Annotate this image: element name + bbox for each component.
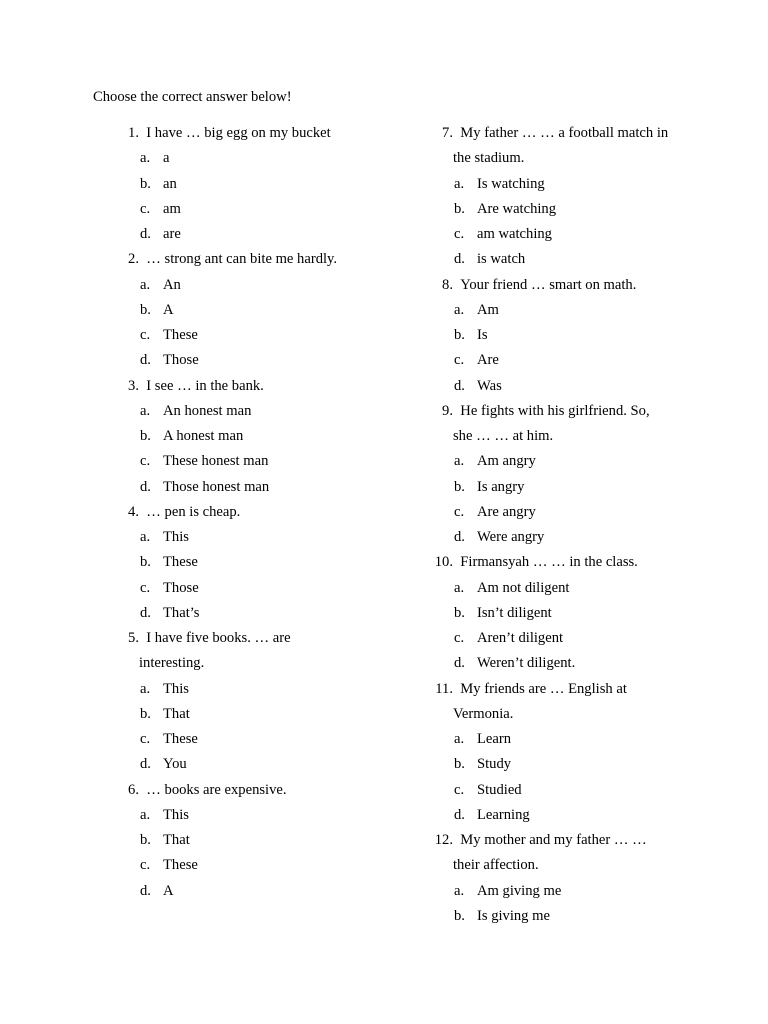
answer-option: [424, 502, 724, 527]
question-text: Vermonia.: [453, 705, 514, 722]
answer-option: [110, 451, 410, 476]
question-number: 4.: [128, 503, 139, 520]
question-item: [424, 275, 724, 401]
answer-option: [110, 603, 410, 628]
question-stem-continuation: [424, 148, 724, 173]
question-stem-line: [424, 123, 724, 148]
option-letter: a.: [454, 882, 465, 899]
option-text: Those: [163, 352, 199, 369]
option-letter: c.: [140, 200, 151, 217]
answer-option: [424, 578, 724, 603]
option-letter: b.: [140, 175, 151, 192]
question-stem-line: [110, 628, 410, 653]
option-text: A: [163, 301, 174, 318]
option-text: Is: [477, 327, 488, 343]
option-letter: a.: [140, 529, 151, 545]
question-number: 11.: [435, 680, 453, 697]
question-stem-line: [110, 249, 410, 274]
option-letter: a.: [140, 276, 151, 293]
option-letter: d.: [140, 604, 151, 621]
option-text: Learning: [477, 806, 530, 823]
question-stem-continuation: [110, 653, 410, 678]
question-item: [110, 502, 410, 628]
option-letter: a.: [454, 175, 465, 192]
answer-option: [424, 603, 724, 628]
option-text: Weren’t diligent.: [477, 655, 576, 672]
answer-option: [110, 578, 410, 603]
option-text: Was: [477, 377, 502, 394]
question-text: Firmansyah … … in the class.: [460, 554, 638, 571]
left-question-column: [110, 123, 410, 906]
question-stem-continuation: [424, 704, 724, 729]
question-text: the stadium.: [453, 150, 525, 167]
question-stem-line: [424, 679, 724, 704]
option-text: am: [163, 200, 181, 217]
question-text: … pen is cheap.: [146, 503, 241, 520]
option-letter: c.: [454, 630, 465, 646]
question-item: [110, 376, 410, 502]
option-letter: a.: [140, 680, 151, 697]
option-text: are: [163, 226, 181, 242]
option-text: Those: [163, 579, 199, 596]
option-text: These: [163, 731, 198, 747]
option-text: Isn’t diligent: [477, 604, 552, 621]
question-number: 5.: [128, 630, 139, 646]
option-text: These: [163, 327, 198, 343]
option-letter: b.: [454, 604, 465, 621]
option-text: Aren’t diligent: [477, 630, 564, 646]
option-letter: b.: [140, 705, 151, 722]
question-item: [110, 123, 410, 249]
option-letter: b.: [140, 428, 151, 444]
option-letter: b.: [454, 200, 465, 217]
option-text: An honest man: [163, 402, 252, 419]
option-letter: d.: [140, 352, 151, 369]
option-text: Study: [477, 756, 512, 773]
instruction-heading: Choose the correct answer below!: [93, 89, 292, 105]
question-item: [110, 628, 410, 780]
answer-option: [110, 754, 410, 779]
answer-option: [110, 679, 410, 704]
option-letter: a.: [140, 402, 151, 419]
answer-option: [424, 754, 724, 779]
option-letter: d.: [454, 806, 465, 823]
question-number: 7.: [442, 125, 453, 141]
option-text: These: [163, 857, 198, 874]
question-number: 2.: [128, 251, 139, 268]
question-number: 6.: [128, 781, 139, 798]
question-text: … books are expensive.: [146, 781, 287, 798]
answer-option: [110, 704, 410, 729]
answer-option: [424, 881, 724, 906]
answer-option: [110, 855, 410, 880]
option-text: These: [163, 554, 198, 571]
option-letter: a.: [454, 731, 465, 747]
option-letter: a.: [454, 301, 465, 318]
question-text: interesting.: [139, 655, 205, 672]
option-letter: c.: [454, 352, 465, 369]
answer-option: [424, 653, 724, 678]
question-item: [110, 780, 410, 906]
option-letter: d.: [140, 882, 151, 899]
question-number: 8.: [442, 276, 453, 293]
answer-option: [424, 376, 724, 401]
option-letter: c.: [140, 731, 151, 747]
option-text: That: [163, 705, 190, 722]
answer-option: [424, 350, 724, 375]
answer-option: [424, 628, 724, 653]
option-letter: d.: [454, 655, 465, 672]
answer-option: [424, 729, 724, 754]
option-letter: a.: [454, 579, 465, 596]
option-text: That’s: [163, 604, 200, 621]
option-text: a: [163, 150, 170, 167]
option-text: Learn: [477, 731, 512, 747]
option-text: This: [163, 529, 189, 545]
answer-option: [110, 881, 410, 906]
option-text: Am angry: [477, 453, 536, 470]
option-letter: a.: [454, 453, 465, 470]
option-text: Those honest man: [163, 478, 270, 495]
option-text: Is watching: [477, 175, 545, 192]
option-text: is watch: [477, 251, 526, 268]
option-letter: d.: [140, 756, 151, 773]
question-number: 3.: [128, 377, 139, 394]
question-stem-line: [424, 275, 724, 300]
answer-option: [424, 477, 724, 502]
option-letter: a.: [140, 806, 151, 823]
answer-option: [424, 805, 724, 830]
question-text: I see … in the bank.: [146, 377, 264, 394]
question-text: My friends are … English at: [460, 680, 627, 697]
question-text: … strong ant can bite me hardly.: [146, 251, 338, 268]
answer-option: [110, 729, 410, 754]
option-letter: b.: [454, 756, 465, 773]
option-letter: c.: [140, 453, 151, 470]
answer-option: [424, 780, 724, 805]
option-text: An: [163, 276, 181, 293]
answer-option: [110, 224, 410, 249]
answer-option: [424, 325, 724, 350]
option-text: Are: [477, 352, 499, 369]
question-number: 9.: [442, 402, 453, 419]
question-number: 12.: [434, 832, 453, 848]
option-letter: b.: [454, 907, 465, 924]
option-letter: c.: [454, 226, 465, 242]
option-text: A honest man: [163, 428, 244, 444]
question-text: I have five books. … are: [146, 630, 291, 646]
question-stem-line: [424, 552, 724, 577]
question-text: I have … big egg on my bucket: [146, 125, 331, 141]
answer-option: [110, 275, 410, 300]
right-question-column: [424, 123, 724, 931]
question-number: 10.: [434, 554, 453, 571]
option-letter: b.: [140, 832, 151, 848]
option-text: Is angry: [477, 478, 525, 495]
option-letter: d.: [140, 226, 151, 242]
question-text: she … … at him.: [453, 428, 554, 444]
question-item: [424, 123, 724, 275]
answer-option: [424, 199, 724, 224]
option-text: am watching: [477, 226, 552, 242]
option-letter: b.: [140, 301, 151, 318]
option-letter: c.: [140, 857, 151, 874]
option-text: Am giving me: [477, 882, 562, 899]
question-stem-line: [110, 376, 410, 401]
question-text: He fights with his girlfriend. So,: [460, 402, 650, 419]
answer-option: [110, 300, 410, 325]
option-text: This: [163, 680, 189, 697]
answer-option: [110, 552, 410, 577]
option-letter: c.: [140, 327, 151, 343]
option-text: These honest man: [163, 453, 269, 470]
option-letter: c.: [454, 503, 465, 520]
question-item: [424, 552, 724, 678]
option-text: You: [163, 756, 187, 773]
answer-option: [424, 249, 724, 274]
answer-option: [110, 477, 410, 502]
option-text: Studied: [477, 781, 522, 798]
option-letter: d.: [140, 478, 151, 495]
option-letter: d.: [454, 377, 465, 394]
question-number: 1.: [128, 125, 139, 141]
question-stem-continuation: [424, 855, 724, 880]
option-letter: c.: [454, 781, 465, 798]
question-stem-line: [110, 502, 410, 527]
answer-option: [110, 174, 410, 199]
option-text: Are angry: [477, 503, 536, 520]
question-stem-line: [424, 830, 724, 855]
option-letter: d.: [454, 251, 465, 268]
option-text: Were angry: [477, 529, 545, 545]
answer-option: [424, 174, 724, 199]
question-item: [424, 401, 724, 553]
question-text: Your friend … smart on math.: [460, 276, 637, 293]
answer-option: [424, 224, 724, 249]
option-text: Am: [477, 301, 499, 318]
option-letter: c.: [140, 579, 151, 596]
question-item: [110, 249, 410, 375]
answer-option: [110, 350, 410, 375]
answer-option: [110, 325, 410, 350]
question-text: My father … … a football match in: [460, 125, 669, 141]
answer-option: [424, 527, 724, 552]
answer-option: [424, 906, 724, 931]
option-letter: d.: [454, 529, 465, 545]
option-text: Are watching: [477, 200, 557, 217]
option-letter: b.: [454, 478, 465, 495]
question-stem-line: [424, 401, 724, 426]
answer-option: [424, 451, 724, 476]
option-letter: b.: [140, 554, 151, 571]
answer-option: [110, 199, 410, 224]
option-text: This: [163, 806, 189, 823]
answer-option: [110, 401, 410, 426]
option-letter: a.: [140, 150, 151, 167]
question-text: their affection.: [453, 857, 539, 874]
option-text: Is giving me: [477, 907, 550, 924]
question-text: My mother and my father … …: [460, 832, 647, 848]
option-text: A: [163, 882, 174, 899]
answer-option: [110, 830, 410, 855]
question-stem-line: [110, 780, 410, 805]
answer-option: [110, 426, 410, 451]
option-text: That: [163, 832, 190, 848]
answer-option: [110, 148, 410, 173]
question-item: [424, 679, 724, 831]
question-stem-continuation: [424, 426, 724, 451]
option-letter: b.: [454, 327, 465, 343]
question-stem-line: [110, 123, 410, 148]
option-text: Am not diligent: [477, 579, 570, 596]
answer-option: [110, 805, 410, 830]
answer-option: [110, 527, 410, 552]
option-text: an: [163, 175, 177, 192]
answer-option: [424, 300, 724, 325]
question-item: [424, 830, 724, 931]
